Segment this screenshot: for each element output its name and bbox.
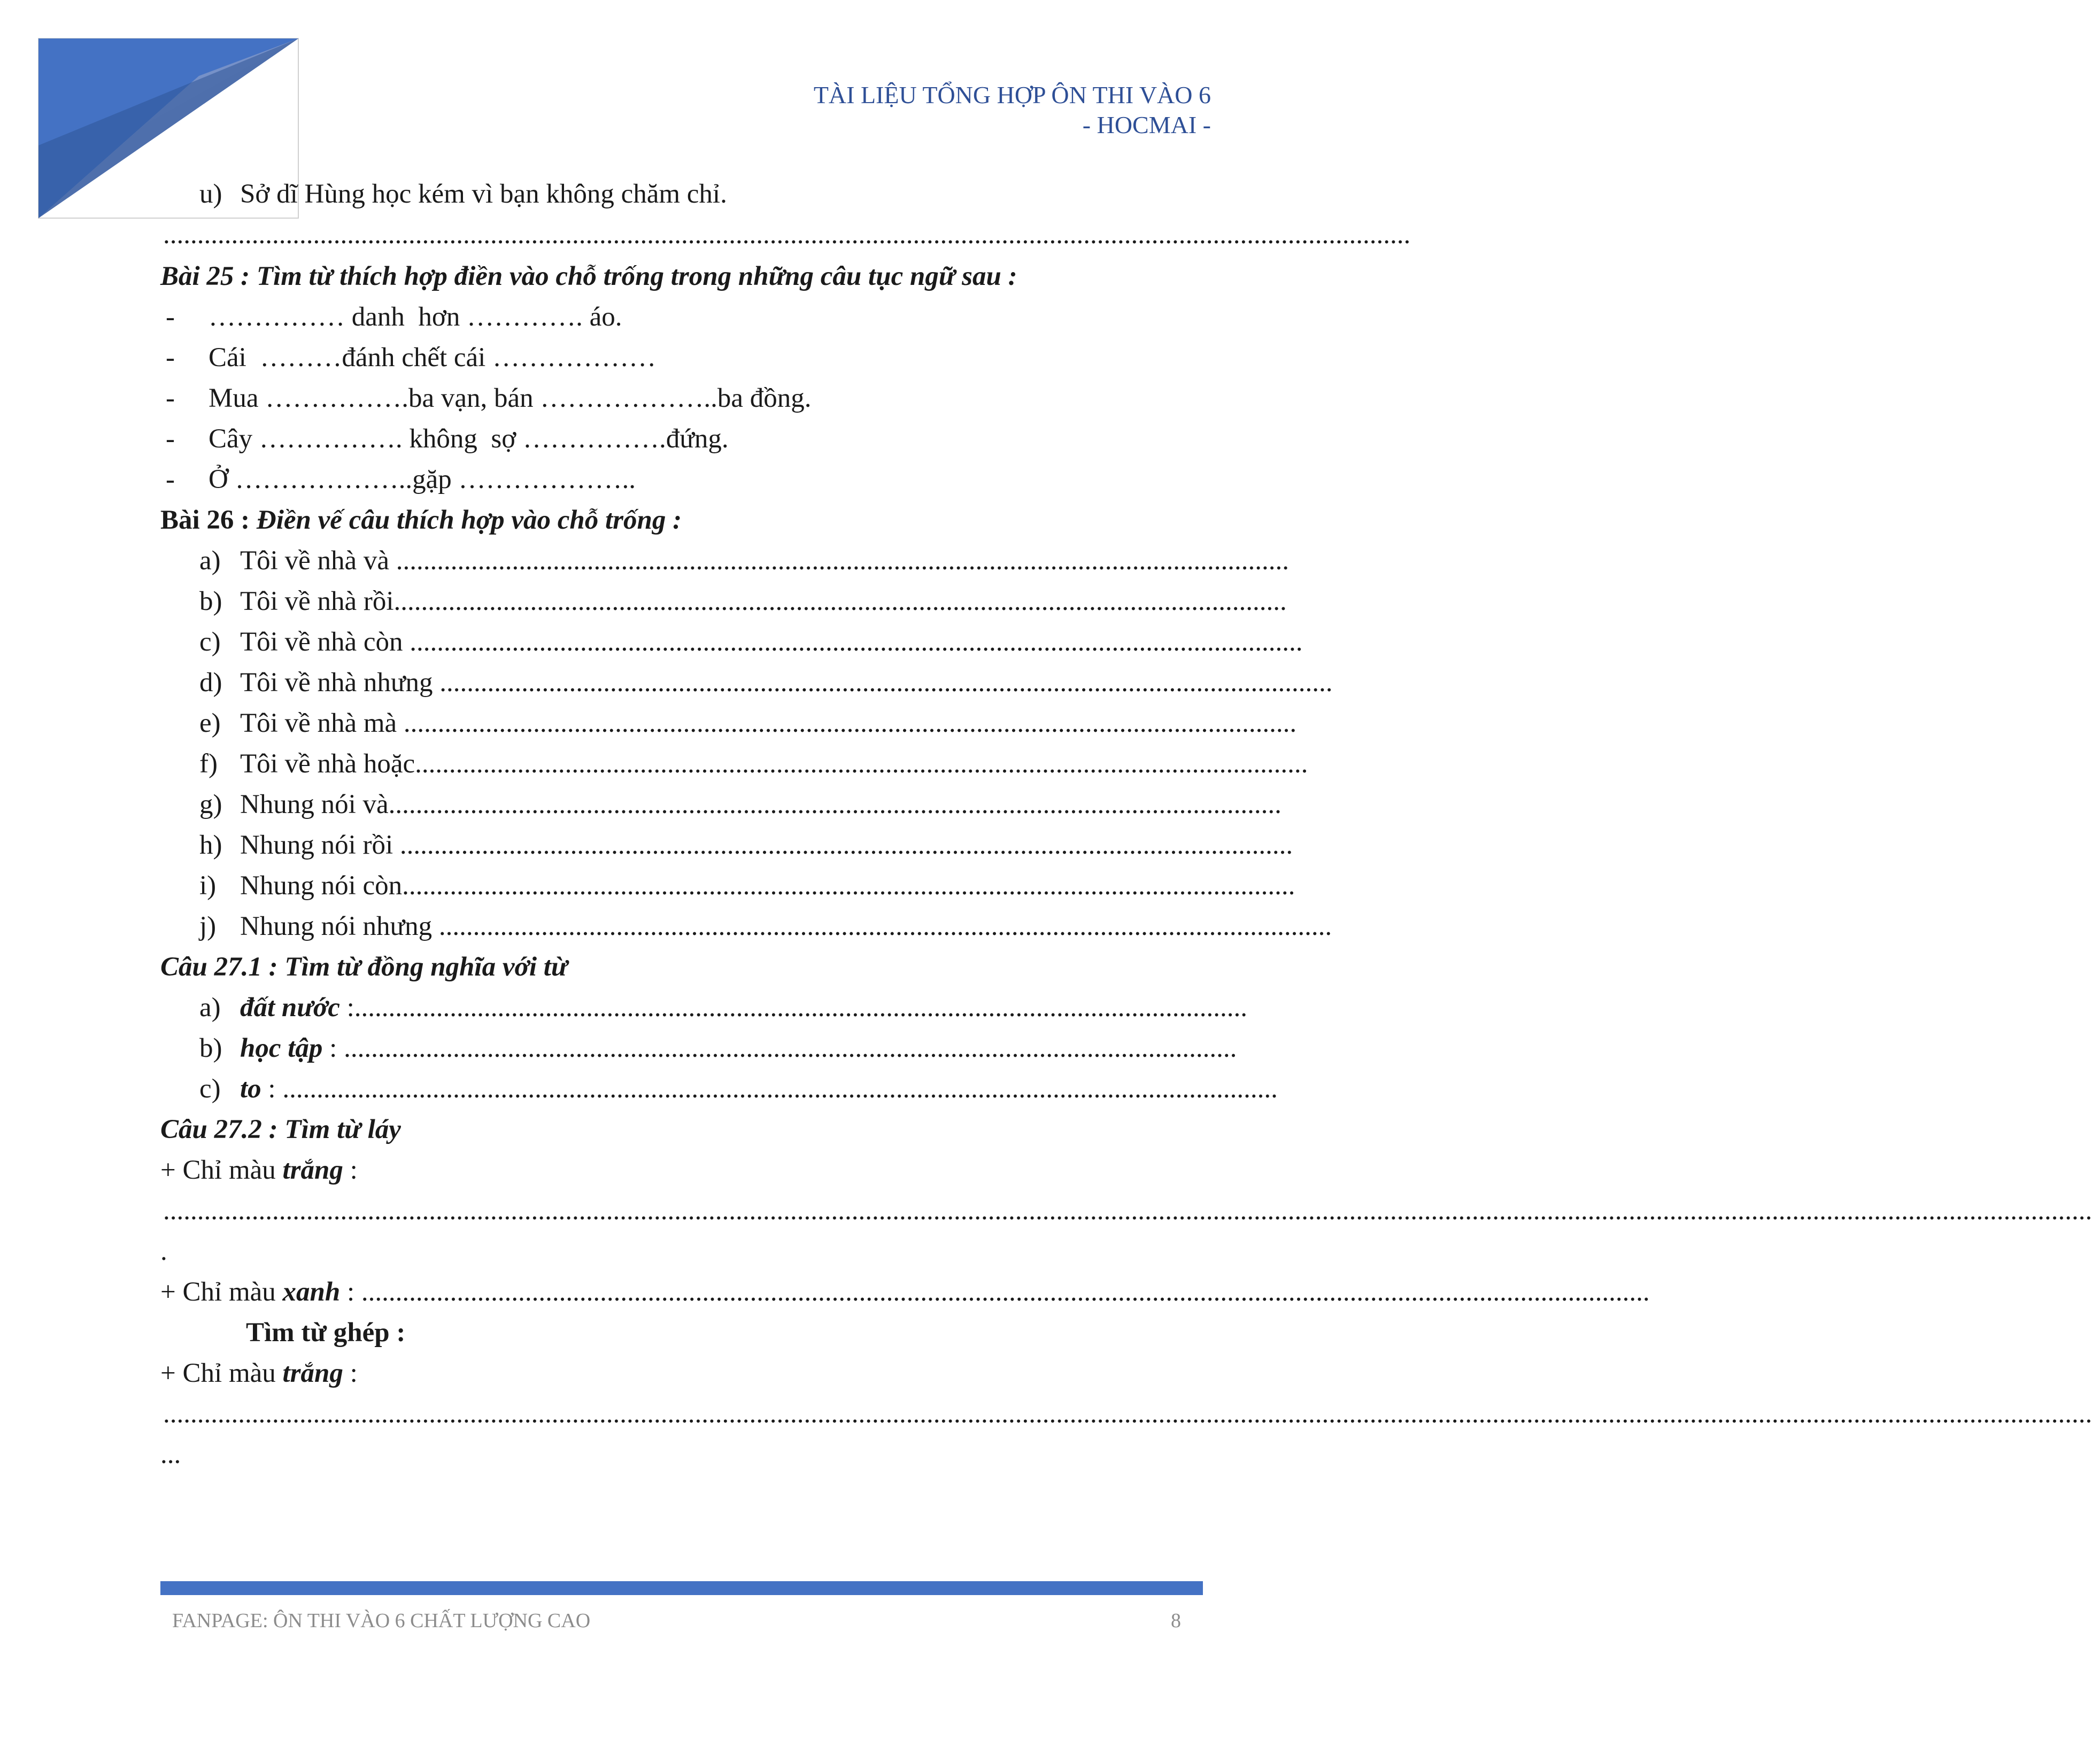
- compound-title: Tìm từ ghép :: [246, 1318, 406, 1348]
- fill-item: d) Tôi về nhà nhưng ...................................................................................................................................: [199, 668, 1333, 698]
- proverb-line: - …………… danh hơn …………. áo.: [166, 302, 622, 332]
- fill-item: h) Nhung nói rồi ...................................................................................................................................: [199, 830, 1293, 860]
- synonym-item: c) to : ..................................................................................................................................................: [199, 1074, 1278, 1104]
- trail-ellipsis: ...: [160, 1440, 181, 1469]
- fill-item: c) Tôi về nhà còn ...................................................................................................................................: [199, 627, 1303, 657]
- fill-item: f) Tôi về nhà hoặc...................................................................................................................................: [199, 749, 1308, 779]
- fill-item: a) Tôi về nhà và ...................................................................................................................................: [199, 546, 1289, 576]
- trail-dot: .: [160, 1236, 167, 1266]
- item-u: u) Sở dĩ Hùng học kém vì bạn không chăm chỉ.: [199, 179, 727, 209]
- header-subtitle: - HOCMAI -: [1082, 111, 1211, 138]
- cau271-title: Câu 27.1 : Tìm từ đồng nghĩa với từ: [160, 952, 568, 982]
- fill-item: b) Tôi về nhà rồi...................................................................................................................................: [199, 586, 1287, 616]
- header-title: TÀI LIỆU TỔNG HỢP ÔN THI VÀO 6: [813, 81, 1211, 109]
- bai26-title: Bài 26 : Điền vế câu thích hợp vào chỗ trống :: [160, 505, 682, 535]
- proverb-line: - Mua …………….ba vạn, bán ………………..ba đồng.: [166, 383, 812, 413]
- bai25-title: Bài 25 : Tìm từ thích hợp điền vào chỗ trống trong những câu tục ngữ sau :: [160, 261, 1017, 291]
- fill-item: g) Nhung nói và...................................................................................................................................: [199, 790, 1282, 819]
- proverb-line: - Cái ………đánh chết cái ………………: [166, 343, 657, 373]
- fill-item: e) Tôi về nhà mà ...................................................................................................................................: [199, 708, 1297, 738]
- footer-fanpage: FANPAGE: ÔN THI VÀO 6 CHẤT LƯỢNG CAO: [172, 1610, 591, 1632]
- answer-line: ...........................................................................................................................................................................................................................................................................................: [163, 1399, 2092, 1429]
- fill-item: i) Nhung nói còn...................................................................................................................................: [199, 871, 1295, 901]
- cau272-title: Câu 27.2 : Tìm từ láy: [160, 1115, 401, 1144]
- answer-line: ...........................................................................................................................................................................................................................................................................................: [163, 1196, 2092, 1226]
- document-header: [814, 80, 1211, 140]
- green-color-line: + Chỉ màu xanh : .............................................................................................................................................................................................: [160, 1277, 1650, 1307]
- proverb-line: - Cây ……………. không sợ …………….đứng.: [166, 424, 729, 454]
- proverb-line: - Ở ………………..gặp ………………..: [166, 465, 636, 494]
- synonym-item: b) học tập : ...................................................................................................................................: [199, 1033, 1237, 1063]
- footer-bar: [160, 1581, 1203, 1595]
- page-number: 8: [1171, 1610, 1181, 1632]
- white-color-line: + Chỉ màu trắng :: [160, 1358, 358, 1388]
- answer-line: .......................................................................................................................................................................................: [163, 220, 1411, 250]
- white-color-line: + Chỉ màu trắng :: [160, 1155, 358, 1185]
- fill-item: j) Nhung nói nhưng ...................................................................................................................................: [199, 911, 1332, 941]
- synonym-item: a) đất nước :...................................................................................................................................: [199, 993, 1248, 1023]
